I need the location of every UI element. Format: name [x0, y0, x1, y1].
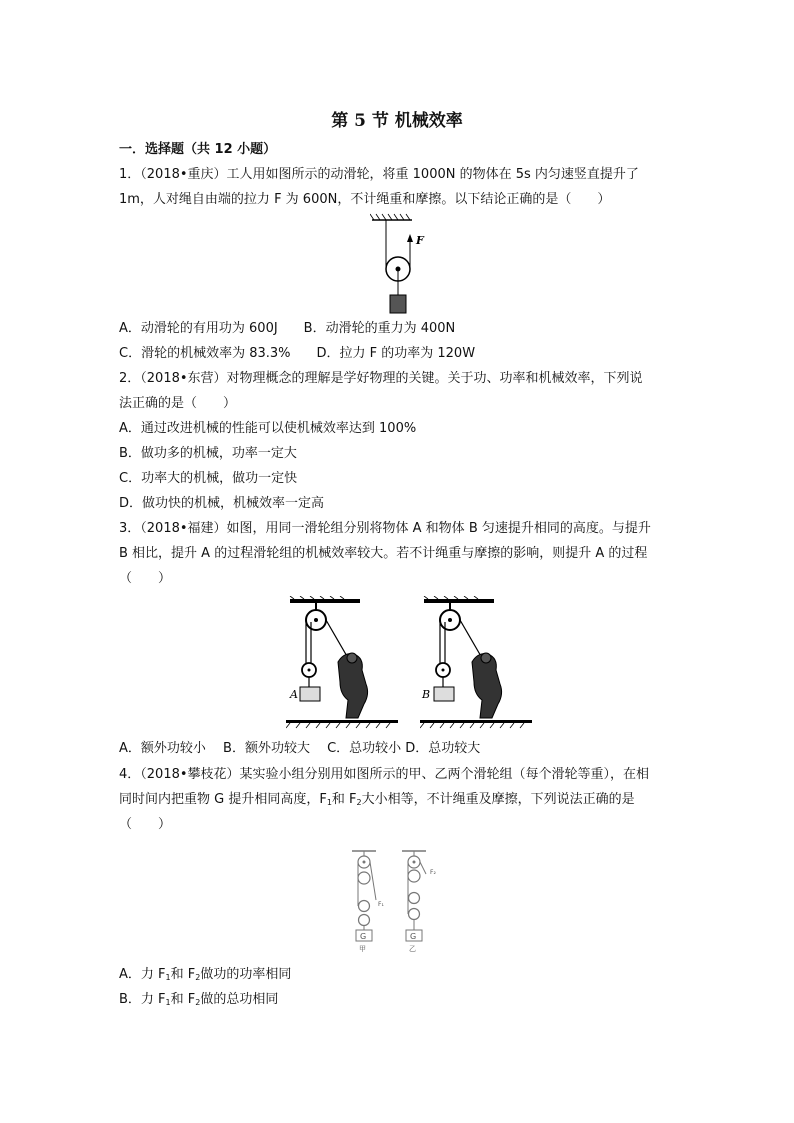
q4-g-label-yi: G: [410, 932, 417, 941]
q2-option-c: C．功率大的机械，做功一定快: [119, 471, 298, 486]
q3-stem-line1: 3．（2018•福建）如图，用同一滑轮组分别将物体 A 和物体 B 匀速提升相同的高度。与提升: [119, 521, 651, 536]
q1-movable-pulley-figure: [370, 212, 430, 318]
q4-option-a-part2: 和 F: [170, 967, 196, 982]
q4-option-a: [119, 966, 291, 987]
q3-pulley-figure-a: [286, 596, 398, 730]
q3-options: A．额外功较小 B．额外功较大 C．总功较小 D．总功较大: [119, 741, 481, 756]
section-heading: 一．选择题（共 12 小题）: [119, 142, 277, 157]
q4-option-a-part3: 做功的功率相同: [200, 967, 292, 982]
q3-label-a: A: [290, 688, 298, 701]
q4-stem-line2: [119, 791, 635, 812]
q4-option-b-sub1: 1: [165, 998, 171, 1007]
q4-stem-line1: 4．（2018•攀枝花）某实验小组分别用如图所示的甲、乙两个滑轮组（每个滑轮等重），在相: [119, 767, 650, 782]
q4-option-b-part1: B．力 F: [119, 992, 166, 1007]
q4-f1-label: F₁: [378, 901, 384, 908]
q3-pulley-figure-b: [420, 596, 532, 730]
q4-g-label-jia: G: [360, 932, 367, 941]
q4-option-a-sub2: 2: [195, 973, 201, 982]
q1-force-label: F: [416, 234, 424, 247]
q4-option-a-sub1: 1: [165, 973, 171, 982]
q2-option-d: D．做功快的机械，机械效率一定高: [119, 496, 325, 511]
q4-stem-line3: （ ）: [119, 817, 172, 832]
q2-option-a: A．通过改进机械的性能可以使机械效率达到 100%: [119, 421, 417, 436]
q4-option-b: [119, 991, 278, 1012]
q1-stem-line1: 1．（2018•重庆）工人用如图所示的动滑轮，将重 1000N 的物体在 5s 内匀速竖直提升了: [119, 167, 639, 182]
q4-stem-line2-part2: 和 F: [331, 792, 357, 807]
q1-stem-line2: 1m，人对绳自由端的拉力 F 为 600N，不计绳重和摩擦。以下结论正确的是（ ）: [119, 192, 611, 207]
q4-option-a-part1: A．力 F: [119, 967, 166, 982]
q1-options-cd: C．滑轮的机械效率为 83.3% D．拉力 F 的功率为 120W: [119, 346, 476, 361]
q4-jia-label: 甲: [359, 945, 366, 953]
q4-f2-label: F₂: [430, 869, 436, 876]
q4-option-b-part2: 和 F: [170, 992, 196, 1007]
q4-option-b-part3: 做的总功相同: [200, 992, 279, 1007]
q4-pulley-groups-figure: [346, 848, 446, 954]
q2-stem-line1: 2．（2018•东营）对物理概念的理解是学好物理的关键。关于功、功率和机械效率，下列说: [119, 371, 643, 386]
q4-sub-2: 2: [356, 798, 362, 807]
q3-stem-line3: （ ）: [119, 571, 172, 586]
q2-option-b: B．做功多的机械，功率一定大: [119, 446, 297, 461]
q1-options-ab: A．动滑轮的有用功为 600J B．动滑轮的重力为 400N: [119, 321, 456, 336]
q4-sub-1: 1: [326, 798, 332, 807]
q3-stem-line2: B 相比，提升 A 的过程滑轮组的机械效率较大。若不计绳重与摩擦的影响，则提升 A 的过程: [119, 546, 648, 561]
page-title: 第 5 节 机械效率: [331, 111, 463, 131]
q4-stem-line2-part3: 大小相等，不计绳重及摩擦，下列说法正确的是: [361, 792, 635, 807]
q2-stem-line2: 法正确的是（ ）: [119, 396, 237, 411]
q3-label-b: B: [422, 688, 431, 701]
q4-stem-line2-part1: 同时间内把重物 G 提升相同高度，F: [119, 792, 327, 807]
q4-option-b-sub2: 2: [195, 998, 201, 1007]
q4-yi-label: 乙: [409, 945, 416, 953]
